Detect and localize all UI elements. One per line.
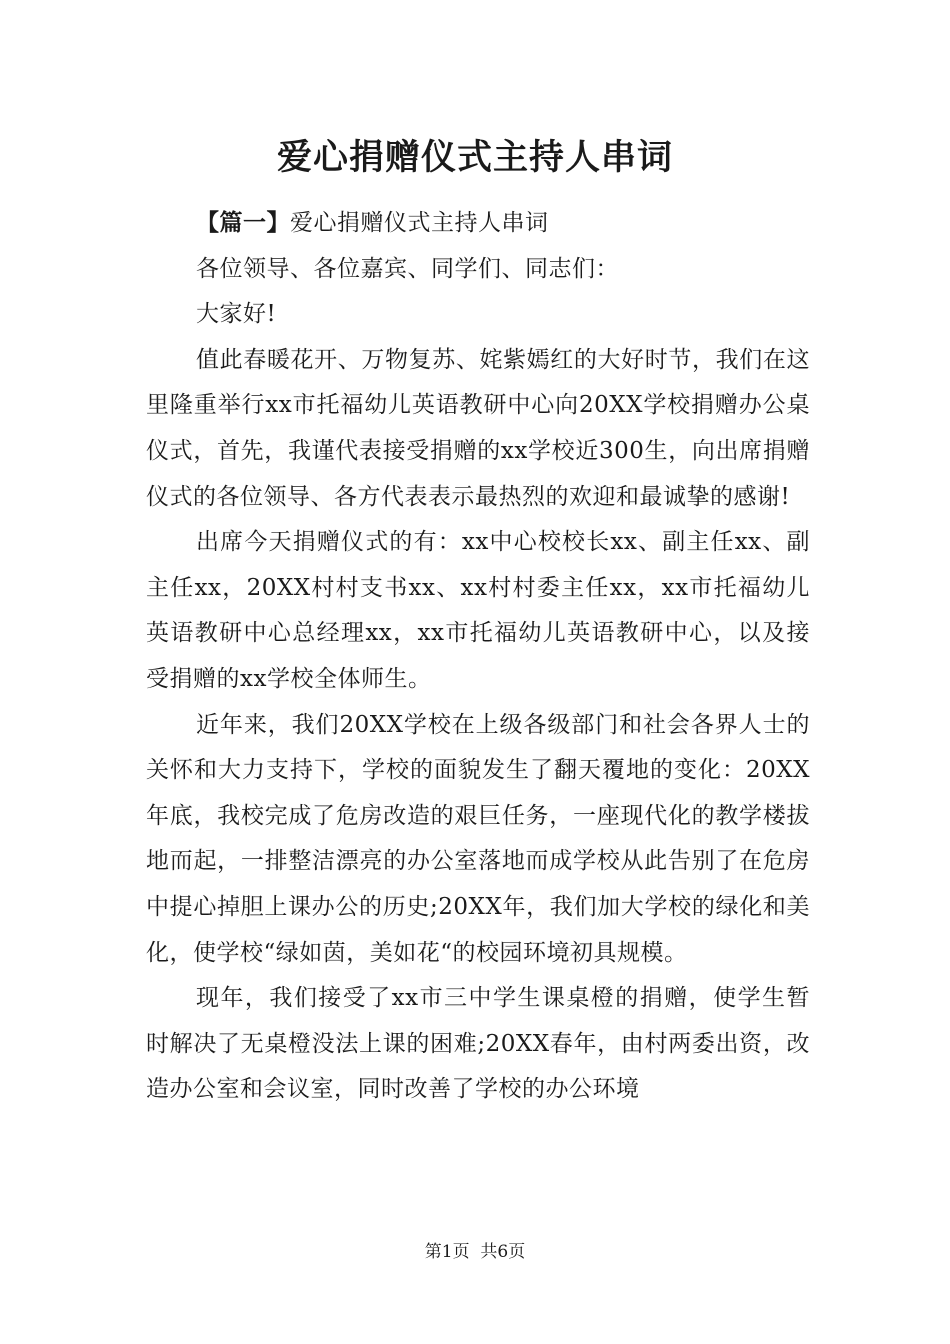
document-body	[146, 200, 810, 1113]
paragraph: 值此春暖花开、万物复苏、姹紫嫣红的大好时节，我们在这里隆重举行xx市托福幼儿英语教研中心向20XX学校捐赠办公桌仪式，首先，我谨代表接受捐赠的xx学校近300生，向出席捐赠仪式的各位领导、各方代表表示最热烈的欢迎和最诚挚的感谢!	[146, 346, 810, 510]
paragraph: 各位领导、各位嘉宾、同学们、同志们：	[196, 255, 619, 282]
paragraph: 大家好!	[196, 301, 277, 328]
page-footer	[0, 1240, 950, 1264]
document-title: 爱心捐赠仪式主持人串词	[276, 137, 673, 178]
section-marker: 【篇一】	[196, 209, 290, 236]
section-title: 爱心捐赠仪式主持人串词	[290, 210, 549, 236]
paragraph: 近年来，我们20XX学校在上级各级部门和社会各界人士的关怀和大力支持下，学校的面貌发生了翻天覆地的变化：20XX年底，我校完成了危房改造的艰巨任务，一座现代化的教学楼拔地而起，一排整洁漂亮的办公室落地而成学校从此告别了在危房中提心掉胆上课办公的历史;20XX年，我们加大学校的绿化和美化，使学校“绿如茵，美如花“的校园环境初具规模。	[146, 711, 810, 966]
page-number: 第1页	[424, 1242, 470, 1262]
section-heading	[146, 200, 810, 247]
paragraph: 出席今天捐赠仪式的有：xx中心校校长xx、副主任xx、副主任xx，20XX村村支书xx、xx村村委主任xx，xx市托福幼儿英语教研中心总经理xx，xx市托福幼儿英语教研中心，以及接受捐赠的xx学校全体师生。	[146, 529, 810, 692]
paragraph: 现年，我们接受了xx市三中学生课桌橙的捐赠，使学生暂时解决了无桌橙没法上课的困难;20XX春年，由村两委出资，改造办公室和会议室，同时改善了学校的办公环境	[146, 985, 810, 1103]
page-total: 共6页	[480, 1242, 526, 1262]
